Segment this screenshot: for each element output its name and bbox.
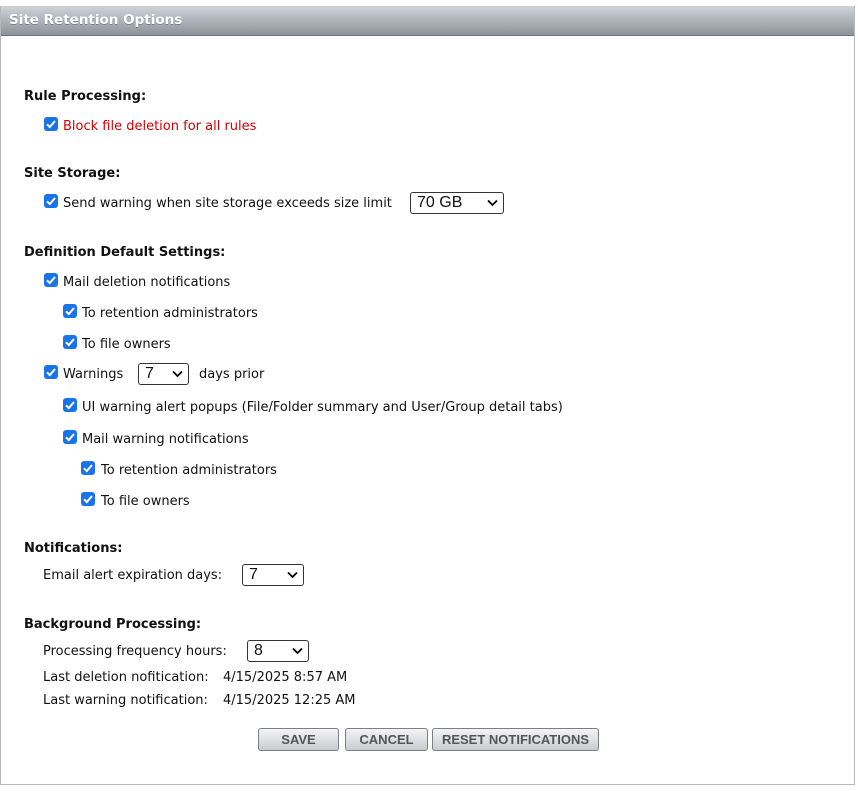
checkmark-icon	[64, 399, 76, 411]
checkmark-icon	[64, 336, 76, 348]
chevron-down-icon	[172, 370, 183, 378]
last-deletion-label: Last deletion nofitication:	[43, 670, 209, 685]
block-deletion-label: Block file deletion for all rules	[63, 119, 257, 134]
warning-to-owners-label: To file owners	[101, 494, 190, 509]
deletion-to-admins-checkbox[interactable]	[63, 304, 77, 318]
checkmark-icon	[82, 493, 94, 505]
deletion-to-owners-checkbox[interactable]	[63, 335, 77, 349]
site-storage-heading: Site Storage:	[24, 166, 121, 181]
notifications-heading: Notifications:	[24, 541, 123, 556]
background-processing-heading: Background Processing:	[24, 617, 202, 632]
mail-deletion-label: Mail deletion notifications	[63, 275, 231, 290]
save-button[interactable]: SAVE	[258, 728, 339, 751]
size-limit-value: 70 GB	[417, 194, 463, 211]
mail-warning-label: Mail warning notifications	[82, 432, 249, 447]
chevron-down-icon	[287, 571, 298, 579]
frequency-hours-label: Processing frequency hours:	[43, 644, 227, 659]
expiration-days-value: 7	[249, 566, 258, 583]
block-deletion-checkbox[interactable]	[44, 117, 58, 131]
last-deletion-value: 4/15/2025 8:57 AM	[223, 670, 348, 685]
reset-notifications-button[interactable]: RESET NOTIFICATIONS	[432, 728, 599, 751]
checkmark-icon	[64, 431, 76, 443]
ui-popups-checkbox[interactable]	[63, 398, 77, 412]
cancel-button[interactable]: CANCEL	[345, 728, 428, 751]
warning-to-owners-checkbox[interactable]	[81, 492, 95, 506]
chevron-down-icon	[292, 647, 303, 655]
checkmark-icon	[45, 195, 57, 207]
frequency-hours-select[interactable]	[247, 640, 309, 662]
last-warning-label: Last warning notification:	[43, 693, 208, 708]
mail-warning-checkbox[interactable]	[63, 430, 77, 444]
warning-days-select[interactable]	[138, 363, 189, 385]
last-warning-value: 4/15/2025 12:25 AM	[223, 693, 356, 708]
expiration-days-select[interactable]	[242, 564, 304, 586]
mail-deletion-checkbox[interactable]	[44, 273, 58, 287]
size-limit-select[interactable]	[410, 192, 504, 214]
warnings-checkbox[interactable]	[44, 365, 58, 379]
frequency-hours-value: 8	[254, 642, 263, 659]
ui-popups-label: UI warning alert popups (File/Folder summary and User/Group detail tabs)	[82, 400, 563, 415]
panel-title: Site Retention Options	[1, 6, 854, 36]
checkmark-icon	[45, 366, 57, 378]
send-warning-checkbox[interactable]	[44, 194, 58, 208]
warnings-suffix-label: days prior	[199, 367, 265, 382]
chevron-down-icon	[487, 199, 498, 207]
warning-to-admins-label: To retention administrators	[101, 463, 277, 478]
checkmark-icon	[64, 305, 76, 317]
checkmark-icon	[45, 118, 57, 130]
definition-defaults-heading: Definition Default Settings:	[24, 245, 226, 260]
rule-processing-heading: Rule Processing:	[24, 89, 147, 104]
send-warning-label: Send warning when site storage exceeds size limit	[63, 196, 392, 211]
checkmark-icon	[45, 274, 57, 286]
checkmark-icon	[82, 462, 94, 474]
deletion-to-owners-label: To file owners	[82, 337, 171, 352]
warning-to-admins-checkbox[interactable]	[81, 461, 95, 475]
warnings-label: Warnings	[63, 367, 124, 382]
warning-days-value: 7	[145, 365, 154, 382]
deletion-to-admins-label: To retention administrators	[82, 306, 258, 321]
expiration-days-label: Email alert expiration days:	[43, 568, 223, 583]
